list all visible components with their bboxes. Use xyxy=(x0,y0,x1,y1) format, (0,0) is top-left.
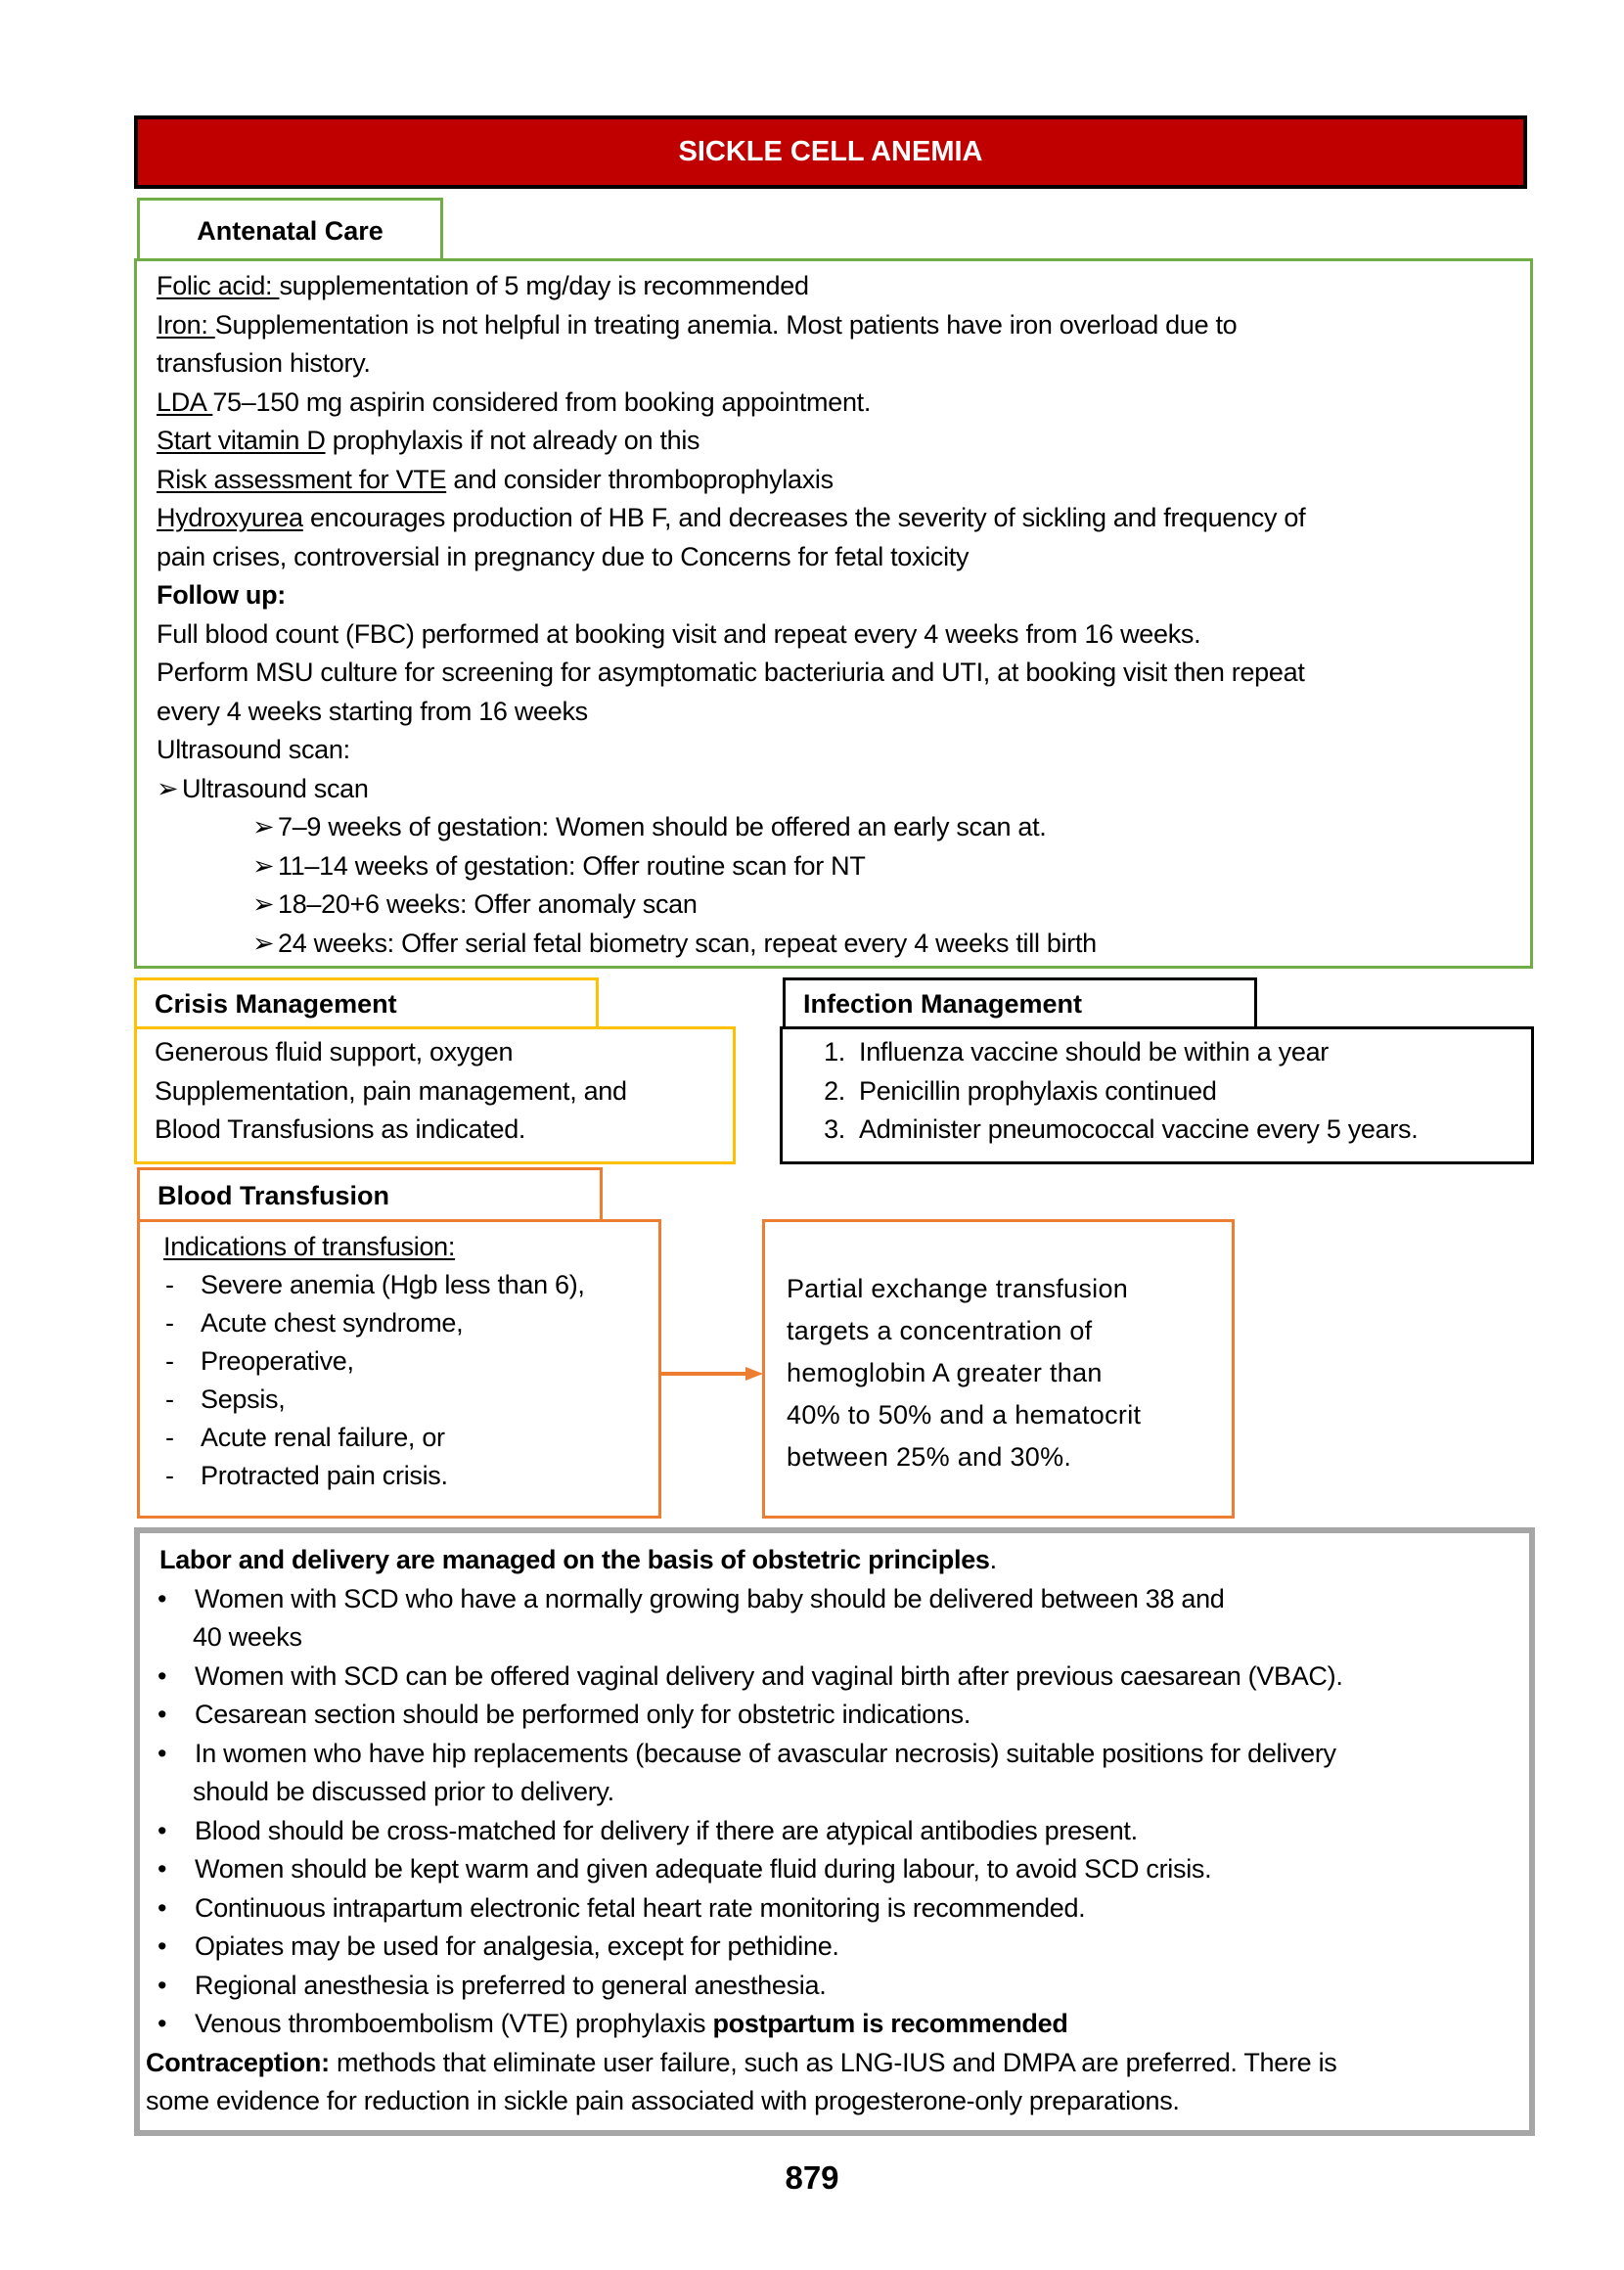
antenatal-care-box xyxy=(134,258,1533,969)
transfusion-indications-box xyxy=(137,1219,661,1519)
section-heading: Blood Transfusion xyxy=(158,1180,390,1210)
antenatal-line: pain crises, controversial in pregnancy due to Concerns for fetal toxicity xyxy=(157,541,970,571)
antenatal-line: Iron: Supplementation is not helpful in treating anemia. Most patients have iron overload due to xyxy=(157,309,1238,340)
indication-item: - Acute chest syndrome, xyxy=(165,1308,464,1338)
delivery-bullet: • Cesarean section should be performed only for obstetric indications. xyxy=(156,1696,1529,1735)
infection-list-item: 2. Penicillin prophylaxis continued xyxy=(824,1075,1217,1106)
infection-list-item: 3. Administer pneumococcal vaccine every 5 years. xyxy=(824,1114,1419,1144)
bullet-dot-icon: • xyxy=(158,1854,167,1884)
partial-exchange-line: Partial exchange transfusion xyxy=(787,1274,1129,1303)
page-title: SICKLE CELL ANEMIA xyxy=(678,136,983,167)
section-tab-crisis-management xyxy=(134,977,599,1028)
follow-up-line: Ultrasound scan: xyxy=(157,735,350,764)
antenatal-line: Start vitamin D prophylaxis if not already on this xyxy=(157,426,700,455)
bullet-dot-icon: • xyxy=(158,1970,167,2000)
bullet-dot-icon: • xyxy=(158,2009,167,2038)
section-tab-antenatal-care xyxy=(137,198,443,261)
infection-list-item: 1. Influenza vaccine should be within a year xyxy=(824,1037,1330,1067)
delivery-bullet: • Women should be kept warm and given adequate fluid during labour, to avoid SCD crisis. xyxy=(156,1850,1529,1889)
delivery-bullet: • Women with SCD who have a normally growing baby should be delivered between 38 and xyxy=(156,1580,1529,1619)
section-tab-blood-transfusion xyxy=(137,1167,603,1221)
section-heading: Crisis Management xyxy=(155,989,397,1019)
arrow-bullet-icon: ➢ xyxy=(157,773,179,803)
bullet-dot-icon: • xyxy=(158,1931,167,1961)
crisis-line: Generous fluid support, oxygen xyxy=(155,1037,514,1067)
indications-heading: Indications of transfusion: xyxy=(163,1232,456,1261)
delivery-bullet: • In women who have hip replacements (because of avascular necrosis) suitable positions for delivery xyxy=(156,1735,1529,1774)
delivery-bullet: • Blood should be cross-matched for delivery if there are atypical antibodies present. xyxy=(156,1812,1529,1851)
antenatal-line: Risk assessment for VTE and consider thromboprophylaxis xyxy=(157,464,834,494)
antenatal-line: transfusion history. xyxy=(157,348,371,378)
ultrasound-list-item: ➢ Ultrasound scan xyxy=(157,770,1530,809)
crisis-line: Supplementation, pain management, and xyxy=(155,1075,627,1106)
antenatal-line: LDA 75–150 mg aspirin considered from booking appointment. xyxy=(157,386,872,417)
arrow-bullet-icon: ➢ xyxy=(252,889,275,919)
indication-item: - Sepsis, xyxy=(165,1385,286,1414)
antenatal-line: Hydroxyurea encourages production of HB F, and decreases the severity of sickling and frequency of xyxy=(157,503,1306,532)
section-heading: Antenatal Care xyxy=(197,215,383,246)
indication-item: - Protracted pain crisis. xyxy=(165,1461,448,1490)
delivery-bullet: • Venous thromboembolism (VTE) prophylaxis postpartum is recommended xyxy=(156,2005,1529,2044)
antenatal-line: Folic acid: supplementation of 5 mg/day is recommended xyxy=(157,271,809,300)
bullet-dot-icon: • xyxy=(158,1738,167,1768)
delivery-bullet: • Continuous intrapartum electronic fetal heart rate monitoring is recommended. xyxy=(156,1889,1529,1929)
contraception-line: some evidence for reduction in sickle pain associated with progesterone-only preparations. xyxy=(146,2086,1180,2115)
delivery-bullet: • Regional anesthesia is preferred to general anesthesia. xyxy=(156,1967,1529,2006)
section-tab-infection-management xyxy=(783,977,1257,1028)
follow-up-line: every 4 weeks starting from 16 weeks xyxy=(157,696,588,726)
ultrasound-subitem: ➢ 11–14 weeks of gestation: Offer routine scan for NT xyxy=(157,847,1530,886)
delivery-bullet-continuation: should be discussed prior to delivery. xyxy=(193,1777,614,1806)
indication-item: - Severe anemia (Hgb less than 6), xyxy=(165,1270,585,1299)
arrow-bullet-icon: ➢ xyxy=(252,928,275,958)
delivery-bullet-list xyxy=(156,1580,1529,2006)
ultrasound-subitem: ➢ 24 weeks: Offer serial fetal biometry scan, repeat every 4 weeks till birth xyxy=(157,925,1530,964)
bullet-dot-icon: • xyxy=(158,1815,167,1845)
labor-delivery-box xyxy=(134,1527,1535,2136)
partial-exchange-box xyxy=(762,1219,1235,1519)
delivery-bullet: • Opiates may be used for analgesia, except for pethidine. xyxy=(156,1928,1529,1967)
infection-management-box xyxy=(780,1026,1534,1164)
partial-exchange-line: 40% to 50% and a hematocrit xyxy=(787,1400,1142,1430)
page-title-banner xyxy=(134,115,1527,189)
section-heading: Infection Management xyxy=(803,989,1083,1019)
contraception-line: Contraception: methods that eliminate user failure, such as LNG-IUS and DMPA are preferred. There is xyxy=(146,2047,1337,2077)
arrow-bullet-icon: ➢ xyxy=(252,812,275,841)
page-number: 879 xyxy=(785,2159,839,2196)
bullet-dot-icon: • xyxy=(158,1892,167,1923)
follow-up-heading: Follow up: xyxy=(157,580,286,610)
delivery-bullet: • Women with SCD can be offered vaginal delivery and vaginal birth after previous caesarean (VBAC). xyxy=(156,1657,1529,1697)
partial-exchange-line: hemoglobin A greater than xyxy=(787,1358,1103,1387)
follow-up-line: Full blood count (FBC) performed at booking visit and repeat every 4 weeks from 16 weeks. xyxy=(157,618,1201,649)
bullet-dot-icon: • xyxy=(158,1700,167,1729)
ultrasound-subitem: ➢ 18–20+6 weeks: Offer anomaly scan xyxy=(157,885,1530,925)
arrow-right-icon xyxy=(661,1367,763,1381)
delivery-bullet-continuation: 40 weeks xyxy=(193,1622,302,1652)
ultrasound-subitem: ➢ 7–9 weeks of gestation: Women should be offered an early scan at. xyxy=(157,808,1530,847)
arrow-bullet-icon: ➢ xyxy=(252,850,275,881)
bullet-dot-icon: • xyxy=(158,1583,167,1613)
delivery-heading: Labor and delivery are managed on the basis of obstetric principles. xyxy=(159,1545,997,1574)
indication-item: - Preoperative, xyxy=(165,1346,354,1376)
crisis-line: Blood Transfusions as indicated. xyxy=(155,1114,526,1144)
indication-item: - Acute renal failure, or xyxy=(165,1423,445,1452)
partial-exchange-line: between 25% and 30%. xyxy=(787,1442,1072,1472)
bullet-dot-icon: • xyxy=(158,1660,167,1691)
partial-exchange-line: targets a concentration of xyxy=(787,1316,1093,1345)
crisis-management-box xyxy=(134,1026,736,1164)
follow-up-line: Perform MSU culture for screening for asymptomatic bacteriuria and UTI, at booking visit then repeat xyxy=(157,658,1305,687)
